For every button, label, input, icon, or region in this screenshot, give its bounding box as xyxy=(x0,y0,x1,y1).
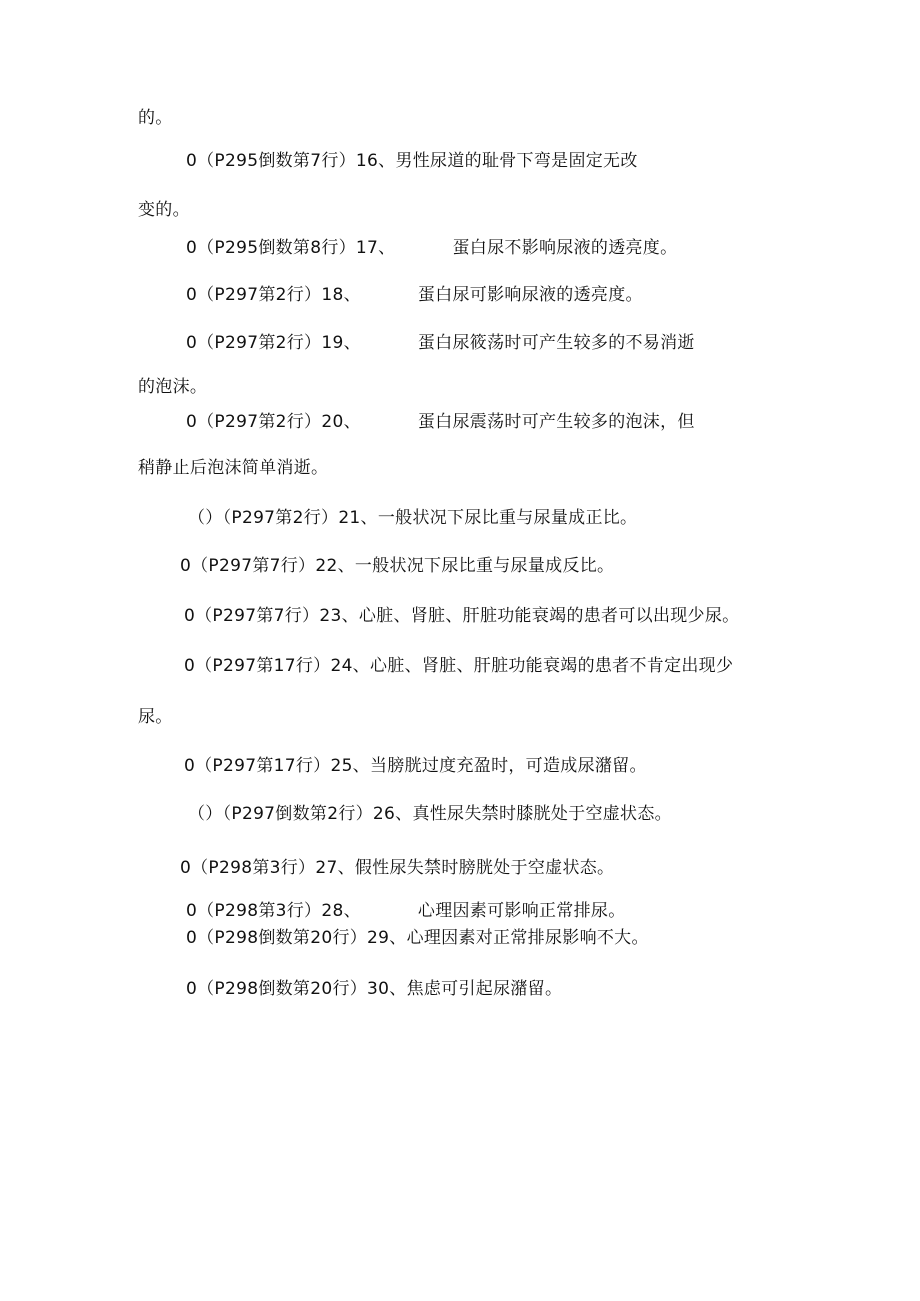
question-24: 0（P297第17行）24、心脏、肾脏、肝脏功能衰竭的患者不肯定出现少 xyxy=(184,656,734,676)
question-22: 0（P297第7行）22、一般状况下尿比重与尿量成反比。 xyxy=(180,556,615,576)
text-line: 稍静止后泡沫简单消逝。 xyxy=(138,458,329,478)
question-21: （）（P297第2行）21、一般状况下尿比重与尿量成正比。 xyxy=(188,508,638,528)
question-16: 0（P295倒数第7行）16、男性尿道的耻骨下弯是固定无改 xyxy=(186,151,638,171)
text-line: 变的。 xyxy=(138,200,190,220)
question-29: 0（P298倒数第20行）29、心理因素对正常排尿影响不大。 xyxy=(186,928,649,948)
question-25: 0（P297第17行）25、当膀胱过度充盈时，可造成尿潴留。 xyxy=(184,756,647,776)
text-line: 的。 xyxy=(138,108,173,128)
question-20: 0（P297第2行）20、 蛋白尿震荡时可产生较多的泡沫，但 xyxy=(186,412,695,432)
text-line: 尿。 xyxy=(138,707,173,727)
question-26: （）（P297倒数第2行）26、真性尿失禁时膝胱处于空虚状态。 xyxy=(188,804,672,824)
question-28: 0（P298第3行）28、 心理因素可影响正常排尿。 xyxy=(186,901,626,921)
text-line: 的泡沫。 xyxy=(138,377,208,397)
question-19: 0（P297第2行）19、 蛋白尿筱荡时可产生较多的不易消逝 xyxy=(186,333,695,353)
question-30: 0（P298倒数第20行）30、焦虑可引起尿潴留。 xyxy=(186,979,563,999)
question-17: 0（P295倒数第8行）17、 蛋白尿不影响尿液的透亮度。 xyxy=(186,238,678,258)
question-18: 0（P297第2行）18、 蛋白尿可影响尿液的透亮度。 xyxy=(186,285,643,305)
question-27: 0（P298第3行）27、假性尿失禁时膀胱处于空虚状态。 xyxy=(180,858,615,878)
question-23: 0（P297第7行）23、心脏、肾脏、肝脏功能衰竭的患者可以出现少尿。 xyxy=(184,606,740,626)
